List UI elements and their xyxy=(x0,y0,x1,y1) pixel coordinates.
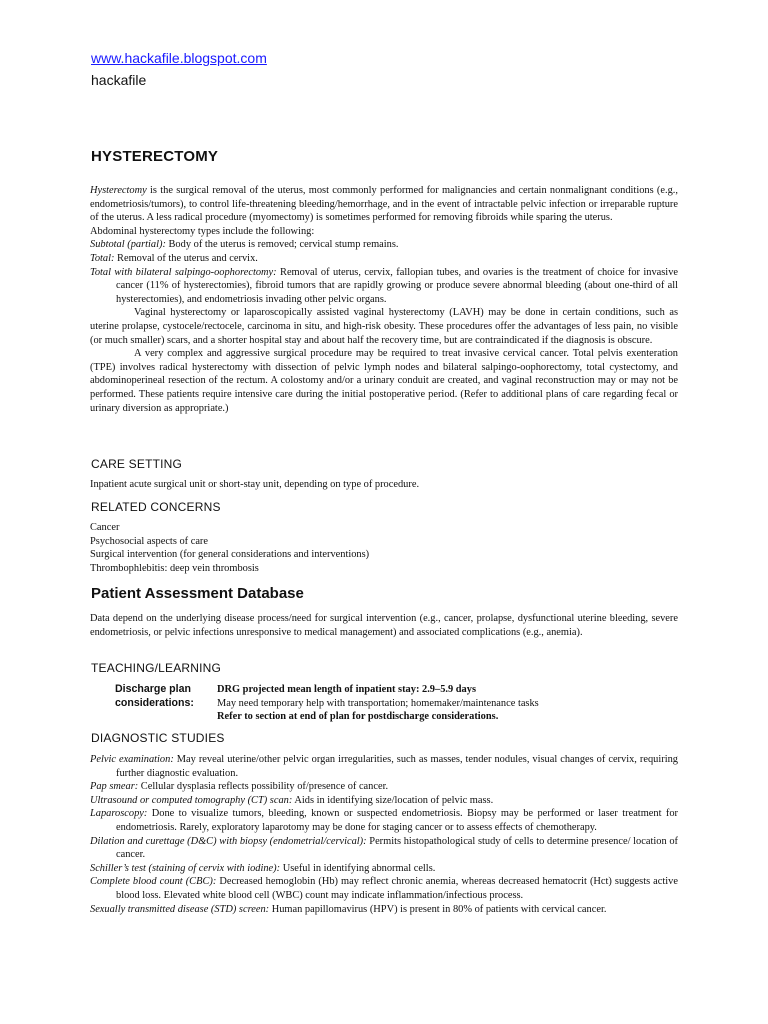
diagnostic-heading: DIAGNOSTIC STUDIES xyxy=(91,731,225,745)
discharge-label-line1: Discharge plan xyxy=(115,683,191,695)
diagnostic-list xyxy=(90,753,678,916)
database-heading: Patient Assessment Database xyxy=(91,585,304,602)
teaching-heading: TEACHING/LEARNING xyxy=(91,661,222,675)
care-setting-text: Inpatient acute surgical unit or short-stay unit, depending on type of procedure. xyxy=(90,479,420,490)
intro-section xyxy=(90,184,678,415)
diagnostic-term: Pelvic examination: xyxy=(90,754,174,765)
type-bso xyxy=(90,266,678,307)
intro-paragraph xyxy=(90,184,678,225)
database-text xyxy=(90,612,678,639)
type-bso-term: Total with bilateral salpingo-oophorectomy: xyxy=(90,266,277,278)
diagnostic-term: Schiller’s test (staining of cervix with iodine): xyxy=(90,862,281,874)
discharge-values xyxy=(217,683,677,724)
type-total-term: Total: xyxy=(90,252,115,264)
diagnostic-item xyxy=(90,835,678,862)
diagnostic-term: Laparoscopy: xyxy=(90,808,148,820)
type-subtotal xyxy=(90,238,678,252)
diagnostic-text: Cellular dysplasia reflects possibility of/presence of cancer. xyxy=(138,781,389,793)
care-setting-heading: CARE SETTING xyxy=(91,457,183,471)
diagnostic-item xyxy=(90,903,678,917)
site-link[interactable]: www.hackafile.blogspot.com xyxy=(91,50,267,66)
diagnostic-term: Sexually transmitted disease (STD) screen: xyxy=(90,903,270,915)
help-text: May need temporary help with transportation; homemaker/maintenance tasks xyxy=(217,697,539,709)
discharge-label-line2: considerations: xyxy=(115,696,194,709)
diagnostic-text: Human papillomavirus (HPV) is present in 80% of patients with cervical cancer. xyxy=(269,903,607,915)
related-heading: RELATED CONCERNS xyxy=(91,500,221,514)
types-intro: Abdominal hysterectomy types include the following: xyxy=(90,225,315,237)
type-bso-text: Removal of uterus, cervix, fallopian tubes, and ovaries is the treatment of choice for invasive cancer (11% of hysterectomies), fibroid tumors that are rapidly growing or produce severe abnormal bleeding (about one-third of all hysterectomies), and endometriosis invading other pelvic organs. xyxy=(116,266,678,305)
intro-term: Hysterectomy xyxy=(90,185,147,196)
diagnostic-text: May reveal uterine/other pelvic organ irregularities, such as masses, tender nodules, visual changes of cervix, requiring further diagnostic evaluation. xyxy=(116,754,678,779)
diagnostic-item xyxy=(90,780,678,794)
related-item: Cancer xyxy=(90,522,120,533)
type-total xyxy=(90,252,678,266)
page-title: HYSTERECTOMY xyxy=(91,148,219,165)
drg-text: DRG projected mean length of inpatient stay: 2.9–5.9 days xyxy=(217,684,476,695)
diagnostic-text: Permits histopathological study of cells to determine presence/ location of cancer. xyxy=(116,835,678,861)
related-item: Psychosocial aspects of care xyxy=(90,535,209,547)
site-brand: hackafile xyxy=(91,72,147,88)
database-paragraph: Data depend on the underlying disease process/need for surgical intervention (e.g., cancer, prolapse, dysfunctional uterine bleeding, severe endometriosis, or pelvic infections unresponsive to medical management) and associated complications (e.g., anemia). xyxy=(90,613,678,638)
diagnostic-term: Pap smear: xyxy=(90,781,139,793)
type-subtotal-term: Subtotal (partial): xyxy=(90,239,166,251)
vaginal-paragraph: Vaginal hysterectomy or laparoscopically assisted vaginal hysterectomy (LAVH) may be done in certain conditions, such as uterine prolapse, cystocele/rectocele, carcinoma in situ, and high-risk obesity. These procedures offer the advantages of less pain, no visible (or much smaller) scars, and a shorter hospital stay and about half the recovery time, but are contraindicated if the diagnosis is obscure. xyxy=(90,307,678,346)
diagnostic-item xyxy=(90,862,678,876)
diagnostic-term: Complete blood count (CBC): xyxy=(90,876,217,888)
type-subtotal-text: Body of the uterus is removed; cervical stump remains. xyxy=(165,239,399,251)
diagnostic-text: Decreased hemoglobin (Hb) may reflect chronic anemia, whereas decreased hematocrit (Hct) suggests active blood loss. Elevated white blood cell (WBC) count may indicate inflammation/infectious process. xyxy=(116,876,678,901)
diagnostic-item xyxy=(90,807,678,834)
diagnostic-item xyxy=(90,753,678,780)
intro-text: is the surgical removal of the uterus, most commonly performed for malignancies and certain nonmalignant conditions (e.g., endometriosis/tumors), to control life-threatening bleeding/hemorrhage, and in the event of intractable pelvic infection or irreparable rupture of the uterus. A less radical procedure (myomectomy) is sometimes performed for removing fibroids while sparing the uterus. xyxy=(90,185,678,224)
diagnostic-text: Aids in identifying size/location of pelvic mass. xyxy=(292,794,494,806)
diagnostic-term: Dilation and curettage (D&C) with biopsy (endometrial/cervical): xyxy=(90,835,367,847)
discharge-label xyxy=(115,683,215,710)
diagnostic-term: Ultrasound or computed tomography (CT) scan: xyxy=(90,794,293,806)
diagnostic-text: Done to visualize tumors, bleeding, known or suspected endometriosis. Biopsy may be performed or laser treatment for endometriosis. Rarely, exploratory laparotomy may be done for staging cancer or to assess effects of chemotherapy. xyxy=(116,808,678,833)
related-list xyxy=(90,521,678,575)
tpe-paragraph: A very complex and aggressive surgical procedure may be required to treat invasive cervical cancer. Total pelvis exenteration (TPE) involves radical hysterectomy with dissection of pelvic lymph nodes and bilateral salpingo-oophorectomy, total cystectomy, and abdominoperineal resection of the rectum. A colostomy and/or a urinary conduit are created, and vaginal reconstruction may or may not be performed. These patients require intensive care during the initial postoperative period. (Refer to additional plans of care regarding fecal or urinary diversion as appropriate.) xyxy=(90,348,678,414)
diagnostic-item xyxy=(90,875,678,902)
type-total-text: Removal of the uterus and cervix. xyxy=(114,252,258,264)
diagnostic-item xyxy=(90,794,678,808)
diagnostic-text: Useful in identifying abnormal cells. xyxy=(280,862,436,874)
related-item: Surgical intervention (for general considerations and interventions) xyxy=(90,549,370,561)
refer-text: Refer to section at end of plan for postdischarge considerations. xyxy=(217,711,499,723)
related-item: Thrombophlebitis: deep vein thrombosis xyxy=(90,562,259,574)
